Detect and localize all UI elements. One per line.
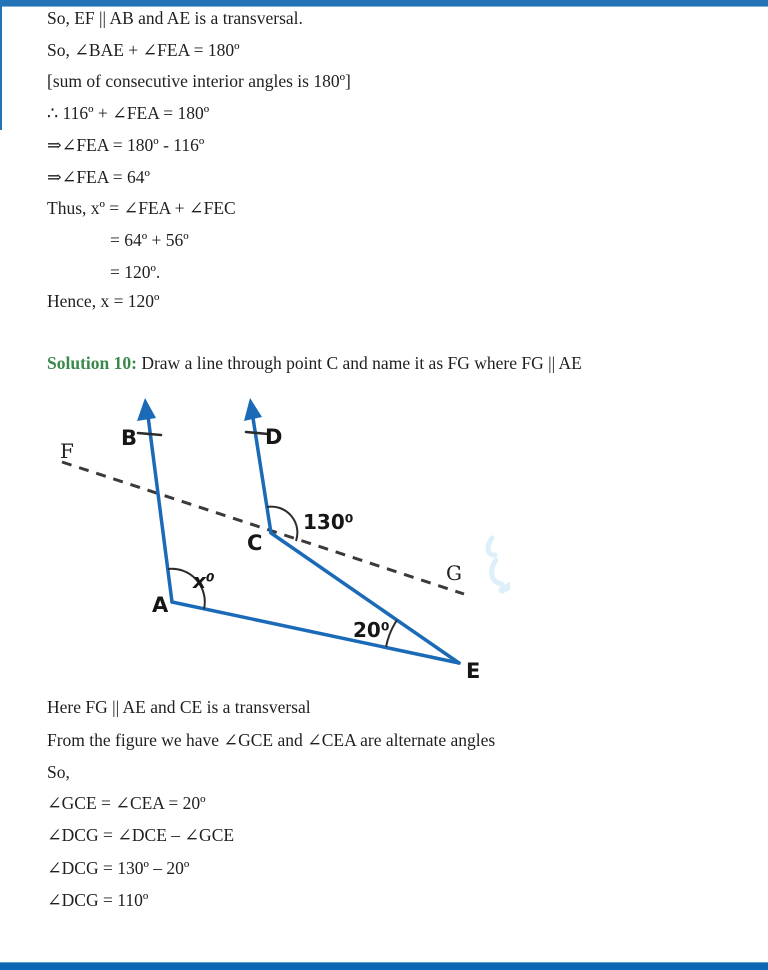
left-border-line	[0, 0, 2, 130]
point-label-C: C	[247, 531, 263, 555]
arrowhead-D	[244, 398, 262, 421]
solution10-line: Here FG || AE and CE is a transversal	[47, 697, 311, 717]
geometry-diagram	[30, 385, 510, 690]
solution9-line: ⇒∠FEA = 64º	[47, 167, 150, 187]
solution9-line-indented: = 120º.	[110, 262, 161, 282]
solution10-heading	[47, 353, 582, 374]
solution10-line: ∠GCE = ∠CEA = 20º	[47, 793, 206, 813]
arrowhead-B	[137, 398, 156, 421]
solution9-line: ∴ 116º + ∠FEA = 180º	[47, 103, 210, 123]
solution10-heading-label: Solution 10:	[47, 353, 137, 373]
angle-arc-C	[267, 507, 297, 541]
angle-label-130: 130⁰	[303, 510, 354, 534]
solution10-line: ∠DCG = ∠DCE – ∠GCE	[47, 825, 235, 845]
solution9-line: Thus, xº = ∠FEA + ∠FEC	[47, 198, 236, 218]
solution9-line: So, ∠BAE + ∠FEA = 180º	[47, 40, 240, 60]
solution9-conclusion: Hence, x = 120º	[47, 291, 160, 311]
point-label-E: E	[466, 659, 481, 683]
ray-AB	[148, 416, 172, 602]
point-label-A: A	[152, 593, 169, 617]
top-border-bar	[0, 0, 768, 7]
solution10-line: ∠DCG = 130º – 20º	[47, 858, 190, 878]
watermark-swoosh	[488, 438, 510, 590]
point-label-G: G	[446, 561, 462, 585]
solution10-line: From the figure we have ∠GCE and ∠CEA are alternate angles	[47, 730, 496, 750]
angle-label-x: x⁰	[193, 569, 215, 593]
angle-label-20: 20⁰	[353, 618, 390, 642]
solution10-line: ∠DCG = 110º	[47, 890, 149, 910]
solution9-line: ⇒∠FEA = 180º - 116º	[47, 135, 205, 155]
point-label-D: D	[265, 425, 283, 449]
solution9-line-indented: = 64º + 56º	[110, 230, 189, 250]
point-label-F: F	[60, 439, 74, 463]
point-label-B: B	[121, 426, 138, 450]
solution9-line: [sum of consecutive interior angles is 180º]	[47, 71, 351, 91]
bottom-border-bar	[0, 962, 768, 970]
tick-mark-B	[138, 433, 161, 435]
solution10-line: So,	[47, 762, 70, 782]
solution10-heading-text: Draw a line through point C and name it as FG where FG || AE	[136, 353, 582, 373]
solution9-line: So, EF || AB and AE is a transversal.	[47, 8, 303, 28]
